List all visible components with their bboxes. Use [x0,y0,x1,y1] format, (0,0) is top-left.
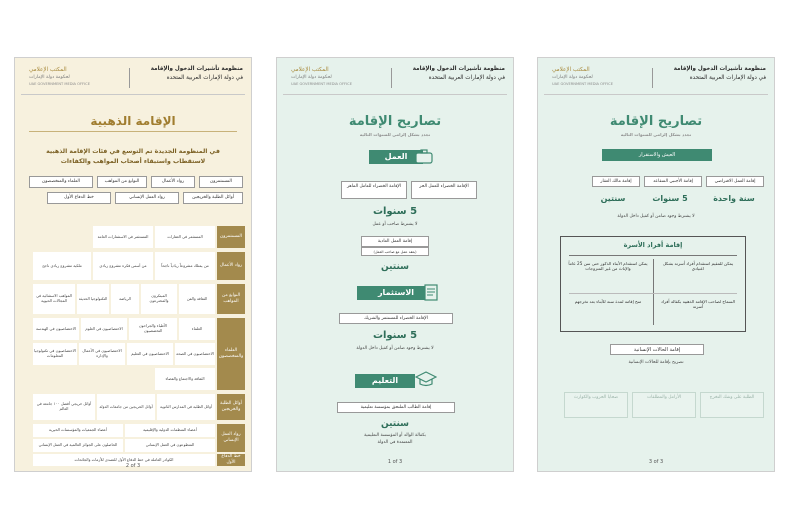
header-title: منظومة تأشيرات الدخول والإقامة [412,66,505,72]
media-office-logo: المكتب الإعلامي [552,67,590,73]
media-office-logo: المكتب الإعلامي [29,67,67,73]
media-office-logo-en: UAE GOVERNMENT MEDIA OFFICE [552,82,613,86]
row-label-humanitarian: رواد العمل الإنساني [217,424,245,452]
media-office-logo-line2: لحكومة دولة الإمارات [29,75,70,80]
page-golden-residence [14,57,252,472]
row-label-students: أوائل الطلبة والخريجين [217,394,245,420]
years-two: سنتين [600,194,626,203]
header-subtitle: في دولة الإمارات العربية المتحدة [689,75,766,81]
table-cell: أعضاء الجمعيات والمؤسسات الخيرية [33,424,123,437]
page-header [21,64,245,90]
work-label: العمل [369,150,423,164]
family-text: يمكن للمقيم استقدام أفراد أسرته بشكل اعتيادي [662,261,734,272]
table-cell: الرياضة [111,284,139,314]
row-label-investors: المستثمرون [217,226,245,248]
work-years: 5 سنوات [372,206,418,217]
family-title: إقامة أفراد الأسرة [623,241,683,249]
table-cell: أوائل الخريجين من جامعات الدولة [97,394,155,420]
family-text: السماح لصاحب الإقامة الذهبية بكفالة أفراد أسرته [661,299,735,310]
property-owner-box: إقامة مالك العقار [592,176,640,187]
humanitarian-note: تصريح بإقامة للحالات الإنسانية [628,360,684,365]
investment-years: 5 سنوات [372,330,418,341]
years-five: 5 سنوات [652,194,688,203]
retiree-box: إقامة الأجنبي المتقاعد [644,176,702,187]
table-cell: الاختصاصيون في العلوم [81,318,127,340]
page-title: الإقامة الذهبية [90,114,176,128]
row-label-frontline: خط الدفاع الأول [217,454,245,466]
header-subtitle: في دولة الإمارات العربية المتحدة [166,75,243,81]
table-cell: الاختصاصيون في تكنولوجيا المعلومات [33,343,77,365]
row-label-talents: النوابغ من المواهب [217,284,245,314]
table-cell: الاختصاصيون في الأعمال والإدارة [79,343,125,365]
table-cell: المواهب الاستثنائية في المجالات الحيوية [33,284,75,314]
family-text: يمكن استقدام الأبناء الذكور حتى سن 25 عاماً والإناث من غير المتزوجات [568,261,648,272]
page-number: 2 of 3 [125,463,141,469]
table-cell: من أسس فكرة مشروع ريادي [93,252,153,280]
faded-case-box: ضحايا الحروب والكوارث [564,392,628,418]
work-years-2: سنتين [381,262,409,272]
table-cell: المستثمر في الاستثمارات العامة [93,226,153,248]
regular-work-box-note: (بعقد عمل مع صاحب العمل) [361,247,429,256]
education-label: التعليم [355,374,415,388]
page-title: تصاريح الإقامة [609,114,703,129]
family-hdivider [569,293,737,294]
page-title: تصاريح الإقامة [348,114,442,129]
table-cell: الحاصلون على الجوائز العالمية في العمل الإنساني [33,439,123,452]
table-cell: المستثمر في العقارات [155,226,215,248]
row-label-entrepreneurs: رواد الأعمال [217,252,245,280]
virtual-work-box: إقامة العمل الافتراضي [706,176,764,187]
media-office-logo-line2: لحكومة دولة الإمارات [291,75,332,80]
table-cell: الاختصاصيون في الهندسة [33,318,79,340]
page-subtitle: تجدد بشكل إلزامي للسنوات التالية [359,132,431,137]
family-vdivider [653,259,654,325]
category-chip: أوائل الطلبة والخريجين [183,192,243,204]
graduation-cap-icon [415,371,437,388]
investment-note: لا يشترط وجود ضامن أو كفيل داخل الدولة [356,346,434,351]
page-number: 3 of 3 [648,459,664,465]
living-band: العيش والاستقرار [602,149,712,161]
media-office-logo-en: UAE GOVERNMENT MEDIA OFFICE [291,82,352,86]
education-years: سنتين [381,419,409,429]
years-one: سنة واحدة [713,194,755,203]
page-subtitle: تجدد بشكل إلزامي للسنوات التالية [620,132,692,137]
table-cell: من يمتلك مشروعاً ريادياً ناجحاً [155,252,215,280]
table-cell: الأطباء والجراحون التخصصيون [129,318,177,340]
title-divider [29,131,237,132]
subtitle-line2: لاستقطاب واستبقاء أصحاب المواهب والكفاءات [60,158,206,165]
header-divider [391,68,392,88]
category-chip: النوابغ من المواهب [97,176,147,188]
subtitle-line1: في المنظومة الجديدة تم التوسع في فئات الإقامة الذهبية [46,148,220,155]
table-cell: الكوادر العاملة في خط الدفاع الأول للتصدي للأزمات والجائحات [33,454,215,466]
category-chip: رواد العمل الإنساني [115,192,179,204]
table-cell: أوائل الطلبة في المدارس الثانوية [157,394,215,420]
media-office-logo-line2: لحكومة دولة الإمارات [552,75,593,80]
header-rule [21,94,245,95]
header-rule [283,94,507,95]
table-cell: الثقافة والفن [179,284,215,314]
faded-case-box: الطلبة على وشك التخرج [700,392,764,418]
table-cell: الثقافة والاجتماع والقضاء [155,368,215,390]
education-note-1: بكفالة الوالد أو المؤسسة التعليمية [364,433,426,438]
table-cell: أوائل خريجي أفضل ١٠٠ جامعة في العالم [33,394,95,420]
education-note-2: المعتمدة في الدولة [377,440,413,445]
green-self-employed-box: الإقامة الخضراء للعمل الحر [411,181,477,199]
table-cell: أعضاء المنظمات الدولية والإقليمية [125,424,215,437]
investment-label: الاستثمار [357,286,435,300]
category-chip: العلماء والمتخصصون [29,176,93,188]
header-divider [129,68,130,88]
row-label-scientists: العلماء والمتخصصون [217,318,245,390]
page-residence-permits-2 [537,57,775,472]
header-title: منظومة تأشيرات الدخول والإقامة [150,66,243,72]
family-divider [569,255,737,256]
humanitarian-box: إقامة الحالات الإنسانية [610,344,704,355]
green-skilled-box: الإقامة الخضراء للعامل الماهر [341,181,407,199]
page-header [283,64,507,90]
regular-work-box: إقامة العمل العادية [361,236,429,247]
header-rule [544,94,768,95]
header-subtitle: في دولة الإمارات العربية المتحدة [428,75,505,81]
category-chip: رواد الأعمال [151,176,195,188]
page-header [544,64,768,90]
document-icon [423,284,439,301]
briefcase-icon [415,149,433,164]
table-cell: العلماء [179,318,215,340]
work-note: لا يشترط صاحب أو عمل [372,222,418,227]
header-divider [652,68,653,88]
table-cell: الاختصاصيون في الصحة [175,343,215,365]
table-cell: ملكية مشروع ريادي ناجح [33,252,91,280]
family-text: منح إقامة لمدة سنة للأبناء بعد تخرجهم [574,299,642,304]
student-residence-box: إقامة الطالب الملتحق بمؤسسة تعليمية [337,402,455,413]
living-note: لا يشترط وجود ضامن أو كفيل داخل الدولة [617,214,695,219]
header-title: منظومة تأشيرات الدخول والإقامة [673,66,766,72]
table-cell: المبتكرون والمخترعون [141,284,177,314]
media-office-logo-en: UAE GOVERNMENT MEDIA OFFICE [29,82,90,86]
faded-case-box: الأرامل والمطلقات [632,392,696,418]
table-cell: التكنولوجيا الحديثة [77,284,109,314]
green-investor-box: الإقامة الخضراء للمستثمر والشريك [339,313,453,324]
table-cell: المتطوعون في العمل الإنساني [125,439,215,452]
category-chip: المستثمرون [199,176,243,188]
family-residence-panel [560,236,746,332]
table-cell: الاختصاصيون في التعليم [127,343,173,365]
category-chip: خط الدفاع الأول [47,192,111,204]
page-residence-permits-1 [276,57,514,472]
media-office-logo: المكتب الإعلامي [291,67,329,73]
page-number: 1 of 3 [387,459,403,465]
